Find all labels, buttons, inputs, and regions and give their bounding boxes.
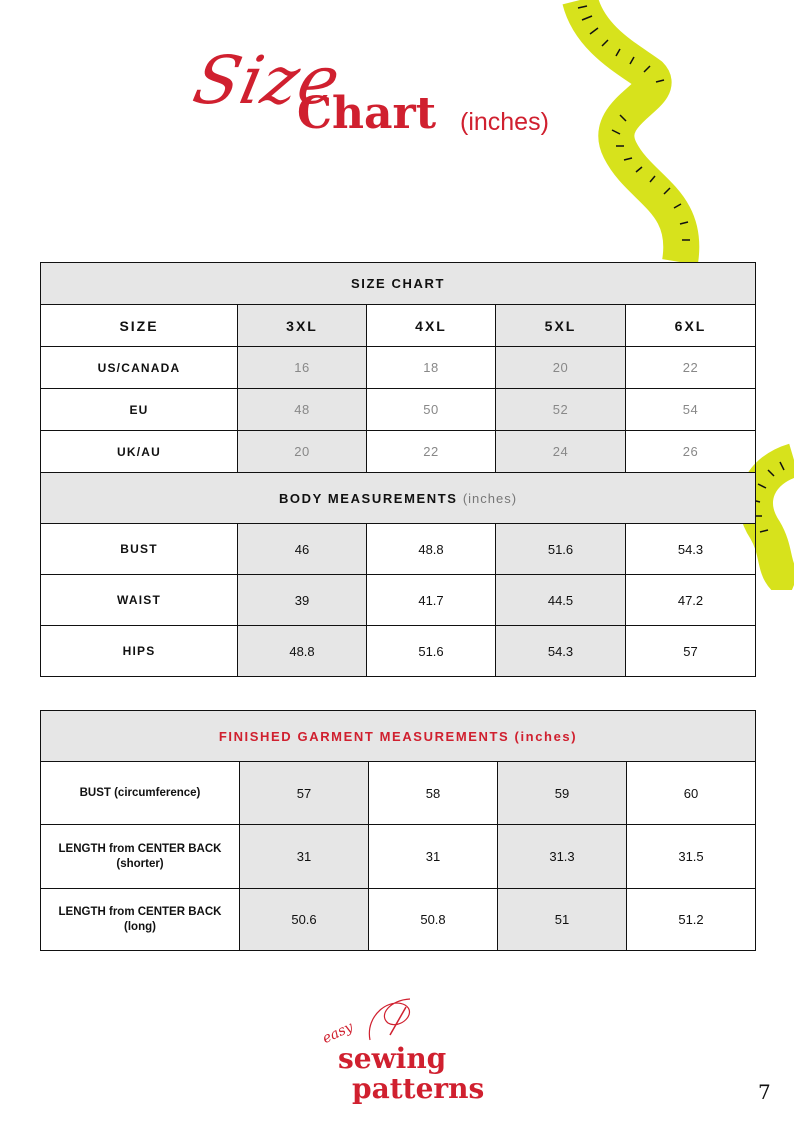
size-header: 3XL [238, 305, 367, 347]
table-cell: 16 [238, 347, 367, 389]
table-cell: 20 [496, 347, 626, 389]
row-label: WAIST [41, 575, 238, 626]
table-cell: 31 [240, 825, 369, 889]
table-cell: 51.6 [496, 524, 626, 575]
brand-logo [320, 995, 495, 1110]
size-header: 6XL [626, 305, 756, 347]
table-cell: 50 [367, 389, 496, 431]
table-row [41, 626, 756, 677]
table-cell: 44.5 [496, 575, 626, 626]
table-cell: 57 [240, 762, 369, 825]
table-cell: 22 [626, 347, 756, 389]
row-label: EU [41, 389, 238, 431]
table-cell: 26 [626, 431, 756, 473]
table-cell: 47.2 [626, 575, 756, 626]
table-cell: 54 [626, 389, 756, 431]
title-unit: (inches) [460, 108, 549, 136]
table-cell: 50.6 [240, 889, 369, 951]
size-chart-title: SIZE CHART [41, 263, 756, 305]
table-cell: 22 [367, 431, 496, 473]
table-cell: 41.7 [367, 575, 496, 626]
table-cell: 54.3 [496, 626, 626, 677]
table-row [41, 431, 756, 473]
size-header: 5XL [496, 305, 626, 347]
table-row [41, 524, 756, 575]
table-cell: 54.3 [626, 524, 756, 575]
needle-thread-icon [360, 995, 420, 1045]
table-cell: 60 [627, 762, 756, 825]
logo-sewing-text: sewing [338, 1042, 447, 1075]
row-label: LENGTH from CENTER BACK (long) [41, 889, 240, 951]
table-cell: 51 [498, 889, 627, 951]
table-cell: 48.8 [367, 524, 496, 575]
table-cell: 48 [238, 389, 367, 431]
table-cell: 50.8 [369, 889, 498, 951]
table-cell: 20 [238, 431, 367, 473]
table-row [41, 762, 756, 825]
garment-measurements-table [40, 710, 756, 951]
table-cell: 31.3 [498, 825, 627, 889]
table-row [41, 389, 756, 431]
logo-patterns-text: patterns [352, 1072, 485, 1105]
row-label: LENGTH from CENTER BACK (shorter) [41, 825, 240, 889]
table-row [41, 889, 756, 951]
table-cell: 31.5 [627, 825, 756, 889]
body-measurements-title [41, 473, 756, 524]
row-label: US/CANADA [41, 347, 238, 389]
size-header: 4XL [367, 305, 496, 347]
table-cell: 24 [496, 431, 626, 473]
page-header [186, 42, 595, 148]
size-header-label: SIZE [41, 305, 238, 347]
table-cell: 39 [238, 575, 367, 626]
table-cell: 31 [369, 825, 498, 889]
table-cell: 18 [367, 347, 496, 389]
table-row [41, 575, 756, 626]
logo-easy-text: easy [320, 1019, 356, 1047]
table-cell: 58 [369, 762, 498, 825]
table-cell: 51.2 [627, 889, 756, 951]
table-cell: 57 [626, 626, 756, 677]
size-chart-table [40, 262, 756, 677]
table-cell: 46 [238, 524, 367, 575]
table-cell: 48.8 [238, 626, 367, 677]
row-label: UK/AU [41, 431, 238, 473]
body-measurements-label: BODY MEASUREMENTS [278, 490, 458, 506]
title-script-word: Size [186, 42, 348, 119]
body-measurements-unit: (inches) [462, 490, 518, 506]
row-label: HIPS [41, 626, 238, 677]
row-label: BUST [41, 524, 238, 575]
table-cell: 52 [496, 389, 626, 431]
title-bold-word: Chart [297, 88, 437, 139]
page-number: 7 [758, 1080, 771, 1104]
table-row [41, 825, 756, 889]
garment-table-title: FINISHED GARMENT MEASUREMENTS (inches) [41, 711, 756, 762]
table-cell: 51.6 [367, 626, 496, 677]
row-label: BUST (circumference) [41, 762, 240, 825]
table-row [41, 347, 756, 389]
table-cell: 59 [498, 762, 627, 825]
